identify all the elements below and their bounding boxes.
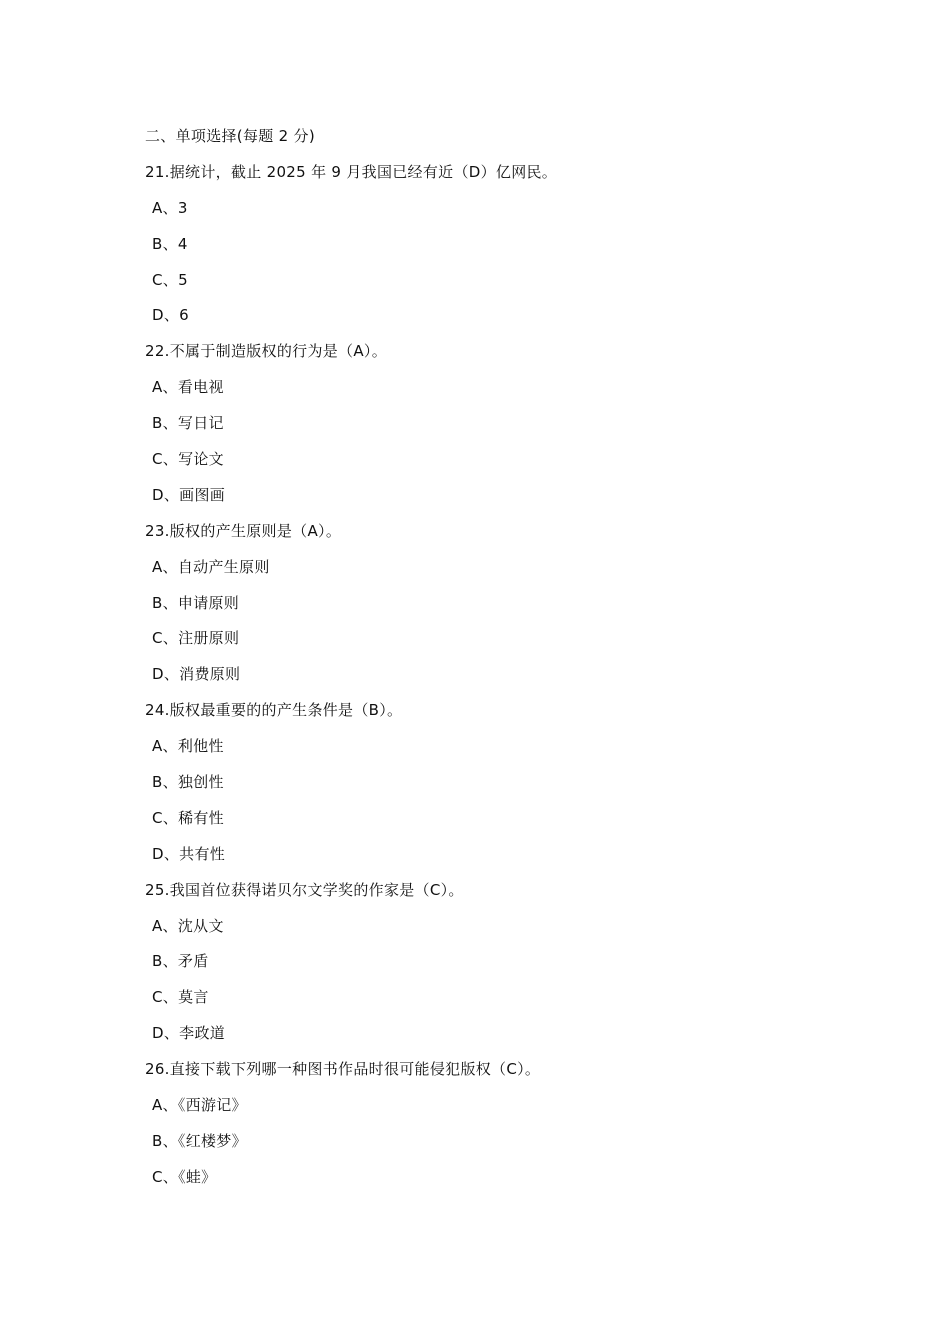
option-b: B、申请原则	[152, 593, 240, 612]
question-25	[145, 876, 905, 1055]
option-a: A、自动产生原则	[152, 557, 270, 576]
option-c: C、5	[152, 270, 188, 289]
option-a: A、利他性	[152, 737, 224, 756]
option-a: A、《西游记》	[152, 1096, 247, 1115]
question-stem: 23.版权的产生原则是（A）。	[145, 521, 342, 540]
option-d: D、画图画	[152, 485, 226, 504]
question-23	[145, 517, 905, 696]
option-d: D、消费原则	[152, 665, 241, 684]
option-c: C、写论文	[152, 450, 224, 469]
question-24	[145, 696, 905, 875]
option-c: C、《蛙》	[152, 1167, 217, 1186]
option-a: A、3	[152, 198, 188, 217]
question-26	[145, 1055, 905, 1199]
option-b: B、独创性	[152, 773, 224, 792]
option-b: B、写日记	[152, 414, 224, 433]
exam-content	[145, 122, 905, 1199]
option-b: B、矛盾	[152, 952, 209, 971]
question-stem: 24.版权最重要的的产生条件是（B）。	[145, 701, 403, 720]
option-d: D、6	[152, 306, 189, 325]
option-c: C、莫言	[152, 988, 209, 1007]
option-c: C、注册原则	[152, 629, 240, 648]
section-title: 二、单项选择(每题 2 分)	[145, 127, 315, 145]
question-21	[145, 158, 905, 337]
question-stem: 21.据统计，截止 2025 年 9 月我国已经有近（D）亿网民。	[145, 162, 558, 181]
option-b: B、4	[152, 234, 188, 253]
option-d: D、共有性	[152, 844, 226, 863]
option-a: A、沈从文	[152, 916, 224, 935]
question-stem: 22.不属于制造版权的行为是（A）。	[145, 342, 388, 361]
question-stem: 25.我国首位获得诺贝尔文学奖的作家是（C）。	[145, 880, 464, 899]
question-22	[145, 337, 905, 516]
option-a: A、看电视	[152, 378, 224, 397]
option-c: C、稀有性	[152, 808, 224, 827]
question-stem: 26.直接下载下列哪一种图书作品时很可能侵犯版权（C）。	[145, 1060, 541, 1079]
option-d: D、李政道	[152, 1024, 226, 1043]
option-b: B、《红楼梦》	[152, 1131, 247, 1150]
